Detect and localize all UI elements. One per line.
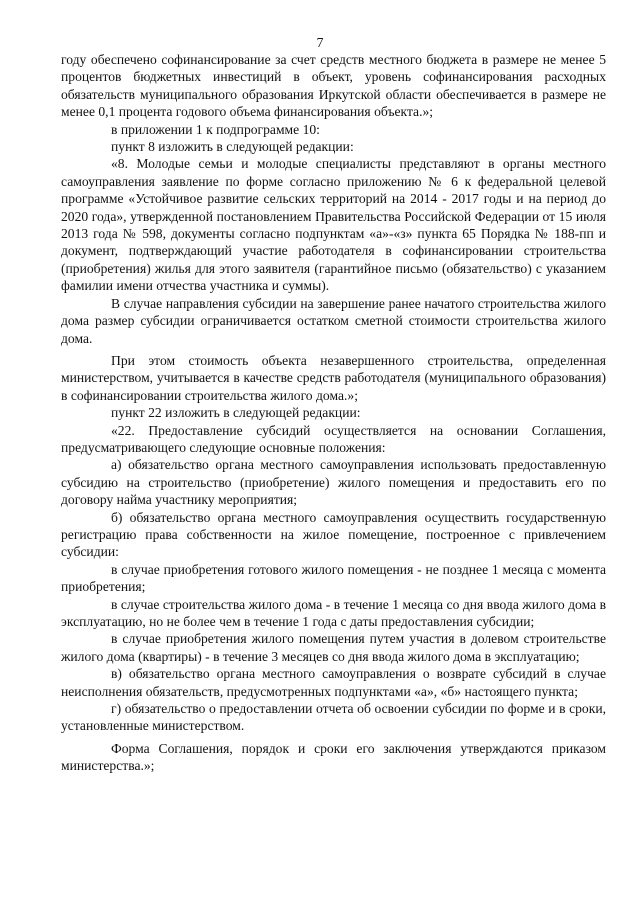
paragraph: При этом стоимость объекта незавершенного строительства, определенная министерством, учитывается в качестве средств работодателя (муниципального образования) в софинансировании строительства жилого дома.»; <box>61 352 606 403</box>
document-body <box>61 51 606 775</box>
paragraph: б) обязательство органа местного самоуправления осуществить государственную регистрацию права собственности на жилое помещение, построенное с привлечением субсидии: <box>61 509 606 560</box>
paragraph: в случае строительства жилого дома - в течение 1 месяца со дня ввода жилого дома в эксплуатацию, но не более чем в течение 1 года с даты предоставления субсидии; <box>61 596 606 629</box>
paragraph: «22. Предоставление субсидий осуществляется на основании Соглашения, предусматривающего следующие основные положения: <box>61 422 606 455</box>
page-number: 7 <box>316 35 324 50</box>
paragraph: в случае приобретения готового жилого помещения - не позднее 1 месяца с момента приобретения; <box>61 561 606 595</box>
paragraph: в) обязательство органа местного самоуправления о возврате субсидий в случае неисполнения обязательств, предусмотренных подпунктами «а», «б» настоящего пункта; <box>61 666 606 699</box>
paragraph: в случае приобретения жилого помещения путем участия в долевом строительстве жилого дома (квартиры) - в течение 3 месяцев со дня ввода жилого дома в эксплуатацию; <box>61 631 606 664</box>
paragraph: В случае направления субсидии на завершение ранее начатого строительства жилого дома размер субсидии ограничивается остатком сметной стоимости строительства жилого дома. <box>61 295 606 346</box>
paragraph: в приложении 1 к подпрограмме 10: <box>111 121 320 137</box>
paragraph: г) обязательство о предоставлении отчета об освоении субсидии по форме и в сроки, установленные министерством. <box>61 701 606 734</box>
paragraph: пункт 22 изложить в следующей редакции: <box>111 405 361 421</box>
paragraph: Форма Соглашения, порядок и сроки его заключения утверждаются приказом министерства.»; <box>61 740 606 774</box>
paragraph: году обеспечено софинансирование за счет средств местного бюджета в размере не менее 5 процентов бюджетных инвестиций в объект, уровень софинансирования расходных обязательств муниципального образования Иркутской области обеспечивается в размере не менее 0,1 процента годового объема финансирования объекта.»; <box>61 52 606 120</box>
paragraph: пункт 8 изложить в следующей редакции: <box>111 139 354 155</box>
paragraph: «8. Молодые семьи и молодые специалисты представляют в органы местного самоуправления заявление по форме согласно приложению № 6 к федеральной целевой программе «Устойчивое развитие сельских территорий на 2014 - 2017 годы и на период до 2020 года», утвержденной постановлением Правительства Российской Федерации от 15 июля 2013 года № 598, документы согласно подпунктам «а»-«з» пункта 65 Порядка № 188-пп и документ, подтверждающий участие работодателя в софинансировании строительства (приобретения) жилья для этого заявителя (гарантийное письмо (обязательство) с указанием фамилии имени отчества участника и суммы). <box>61 156 606 294</box>
paragraph: а) обязательство органа местного самоуправления использовать предоставленную субсидию на строительство (приобретение) жилого помещения и предоставить его по договору найма участнику мероприятия; <box>61 457 606 508</box>
